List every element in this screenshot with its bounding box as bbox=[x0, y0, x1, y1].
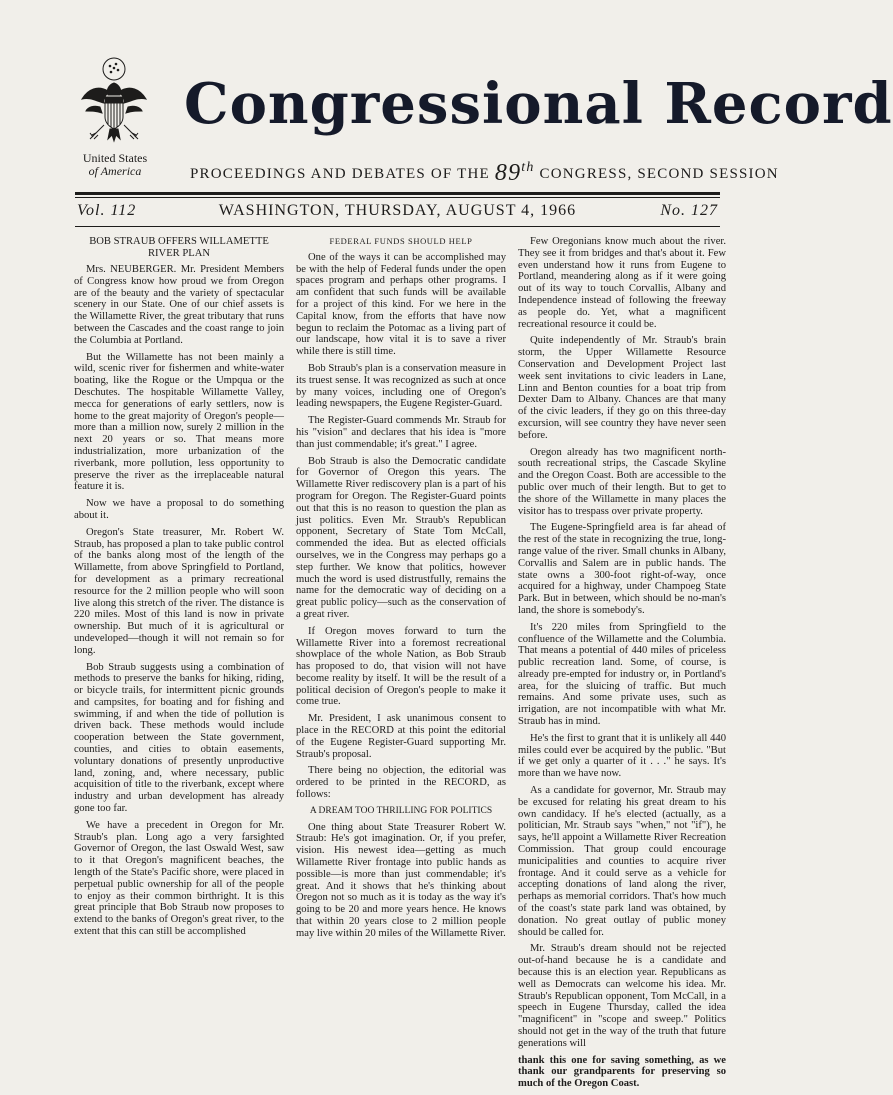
paragraph: But the Willamette has not been mainly a wild, scenic river for fishermen and white-water boating, like the Rogue or the Umpqua or the Deschutes. The hospitable Willamette Valley, mecca for generations of early settlers, now is home to the great majority of Oregon's people—more than a million now, surely 2 million in the next 20 years or so. That means more industrialization, more urbanization of the riverbank, more pollution, less opportunity to preserve the river as the irreplaceable natural feature it is. bbox=[74, 351, 284, 493]
seal-caption bbox=[70, 152, 160, 178]
paragraph: If Oregon moves forward to turn the Willamette River into a foremost recreational showplace of the whole Nation, as Bob Straub has proposed to do, that vision will not have become reality by itself. It will be the result of a political decision of Oregon's people to make it come true. bbox=[296, 625, 506, 708]
issue-date: WASHINGTON, THURSDAY, AUGUST 4, 1966 bbox=[218, 202, 577, 219]
editorial-paragraph: He's the first to grant that it is unlikely all 440 miles could ever be acquired by the public. "But if we get only a quarter of it . . ." he says. It's more than we have now. bbox=[518, 732, 726, 780]
paragraph: One of the ways it can be accomplished may be with the help of Federal funds under the open spaces program and perhaps other programs. I am confident that such funds will be available for a project of this kind. For we here in the Capital know, from the efforts that have now begun to reclaim the Potomac as a living part of our landscape, how vital it is to save a river while there is still time. bbox=[296, 251, 506, 358]
paragraph: Bob Straub suggests using a combination of methods to preserve the banks for hiking, riding, or bicycle trails, for intermittent picnic grounds and campsites, for boating and for fishing and swimming, if and when the tide of pollution is driven back. These methods would include cooperation between the State government, counties, and cities to obtain easements, voluntary donations of presently unproductive land, zoning, and, where necessary, public acquisition of title to the riverbank, except where industry and urban development has already gone too far. bbox=[74, 661, 284, 815]
volume-number: Vol. 112 bbox=[77, 202, 137, 219]
seal-caption-line2: of America bbox=[88, 164, 142, 178]
editorial-paragraph: Few Oregonians know much about the river. They see it from bridges and that's about it. Few even understand how it runs from Eugene to Portland, meandering along as if it were going out of its way to touch Corvallis, Albany and Independence instead of following the freeway as people do. Yet, what a magnificent recreational resource it could be. bbox=[518, 236, 726, 330]
column-1 bbox=[74, 236, 284, 943]
paragraph: Bob Straub is also the Democratic candidate for Governor of Oregon this years. The Willamette River rediscovery plan is a part of his program for Oregon. The Register-Guard points out that this is no reason to question the plan as just politics. Even Mr. Straub's Republican opponent, Secretary of State Tom McCall, commended the idea. But as elected officials ourselves, we in the Congress may perhaps go a step further. We know that politics, however much the word is used distrustfully, remains the name for the democratic way of deciding on a great public policy—such as the conservation of a great river. bbox=[296, 455, 506, 620]
masthead-rule-thin bbox=[75, 197, 720, 198]
dateline bbox=[75, 202, 720, 224]
paragraph: Bob Straub's plan is a conservation measure in its truest sense. It was recognized as such at once by many voices, including one of Oregon's leading newspapers, the Eugene Register-Guard. bbox=[296, 362, 506, 410]
column-3 bbox=[518, 236, 726, 1095]
great-seal-icon bbox=[80, 55, 148, 150]
paragraph: Mr. President, I ask unanimous consent to place in the RECORD at this point the editorial of the Eugene Register-Guard supporting Mr. Straub's proposal. bbox=[296, 713, 506, 760]
editorial-paragraph: The Eugene-Springfield area is far ahead of the rest of the state in recognizing the true, long-range value of the river. Small chunks in Albany, Corvallis and Salem are in public hands. The state owns a 300-foot right-of-way, once acquired for a highway, under Champoeg State Park. But in between, which should be no-man's land, the shore is somebody's. bbox=[518, 522, 726, 616]
issue-number: No. 127 bbox=[660, 202, 718, 219]
paragraph: The Register-Guard commends Mr. Straub for his "vision" and declares that his idea is "more than just commendable; it's great." I agree. bbox=[296, 415, 506, 450]
congress-ordinal bbox=[495, 160, 535, 186]
editorial-paragraph: It's 220 miles from Springfield to the confluence of the Willamette and the Columbia. That means a potential of 440 miles of priceless public recreation land. Some, of course, is already pre-empted for industry or, in Portland's area, for the sluicing of traffic. But much remains. And some private uses, such as irrigation, are not incompatible with what Mr. Straub has in mind. bbox=[518, 621, 726, 728]
article-headline: BOB STRAUB OFFERS WILLAMETTE RIVER PLAN bbox=[89, 236, 269, 259]
section-subhead: FEDERAL FUNDS SHOULD HELP bbox=[329, 236, 473, 246]
editorial-paragraph: One thing about State Treasurer Robert W. Straub: He's got imagination. Or, if you prefer, vision. His newest idea—getting as much Willamette River frontage into public hands as possible—is more than just commendable; it's great. And it shows that he's thinking about Oregon not so much as it is today as the way it's going to be 20 and more years hence. He knows that within 20 years close to 2 million people may live within 20 miles of the Willamette River. bbox=[296, 821, 506, 939]
paragraph: Mrs. NEUBERGER. Mr. President Members of Congress know how proud we from Oregon are of the beauty and the variety of spectacular scenery in our State. One of our chief assets is the Willamette River, the great tributary that runs between the Cascades and the coast range to join the Columbia at Portland. bbox=[74, 264, 284, 346]
masthead-rule-thick bbox=[75, 192, 720, 195]
paragraph: Oregon's State treasurer, Mr. Robert W. Straub, has proposed a plan to take public control of the banks along most of the length of the Willamette, from above Springfield to Portland, for development as a primary recreational resource for the 2 million people who will soon live along this stretch of the river. The distance is 220 miles. Most of this land is now in private ownership. But much of it is agricultural or undeveloped—though it will not remain so for long. bbox=[74, 526, 284, 656]
dateline-rule bbox=[75, 226, 720, 227]
column-2 bbox=[296, 236, 506, 945]
paragraph: There being no objection, the editorial was ordered to be printed in the RECORD, as follows: bbox=[296, 765, 506, 801]
editorial-paragraph: As a candidate for governor, Mr. Straub may be excused for relating his great dream to his own candidacy. If he's elected (actually, as a politician, Mr. Straub says "when," not "if"), he says, he'll appoint a Willamette River Recreation Commission. That group could encourage municipalities and counties to acquire river frontage. And it could serve as a vehicle for accepting donations of land along the river, perhaps as memorial corridors. That's how much of the coast's state park land was obtained, by donation. No great outlay of public money should be called for. bbox=[518, 785, 726, 938]
masthead-title: Congressional Record bbox=[184, 71, 893, 137]
seal-caption-line1: United States bbox=[82, 151, 148, 165]
paragraph: Now we have a proposal to do something about it. bbox=[74, 498, 284, 521]
editorial-paragraph: Oregon already has two magnificent north-south recreational strips, the Cascade Skyline and the Oregon Coast. Both are accessible to the public over much of their length. But to get to the shore of the Willamette in many places the visitor has to trespass over private property. bbox=[518, 446, 726, 517]
paragraph: We have a precedent in Oregon for Mr. Straub's plan. Long ago a very farsighted Governor of Oregon, the last Oswald West, saw to it that Oregon's magnificent beaches, the length of the State's Pacific shore, were placed in perpetual public ownership for all of the people to enjoy as their common birthright. It is this great principle that Bob Straub now proposes to extend to the banks of Oregon's great river, to the extent that this can still be accomplished bbox=[74, 819, 284, 938]
masthead-subtitle bbox=[190, 160, 779, 187]
ordinal-suffix: th bbox=[521, 160, 535, 175]
subtitle-right: CONGRESS, SECOND SESSION bbox=[539, 166, 779, 182]
editorial-headline: A DREAM TOO THRILLING FOR POLITICS bbox=[309, 805, 493, 816]
closing-paragraph: thank this one for saving something, as we thank our grandparents for preserving so much of the Oregon Coast. bbox=[518, 1054, 726, 1090]
ordinal-number: 89 bbox=[494, 160, 522, 186]
editorial-paragraph: Mr. Straub's dream should not be rejected out-of-hand because he is a candidate and because this is an election year. Republicans as well as Democrats can welcome his idea. Mr. Straub's Republican opponent, Tom McCall, in a speech in Eugene Thursday, called the idea "magnificent" in "scope and sweep." Politics should not get in the way of the truth that future generations will bbox=[518, 943, 726, 1049]
subtitle-left: PROCEEDINGS AND DEBATES OF THE bbox=[190, 166, 490, 182]
editorial-paragraph: Quite independently of Mr. Straub's brain storm, the Upper Willamette Resource Conservation and Development Project last week sent invitations to civic leaders in Lane, Linn and Benton counties for a boat trip from Dexter Dam to Albany. Chances are that many of the civic leaders, if they go on this three-day excursion, will see country they have never seen before. bbox=[518, 335, 726, 441]
